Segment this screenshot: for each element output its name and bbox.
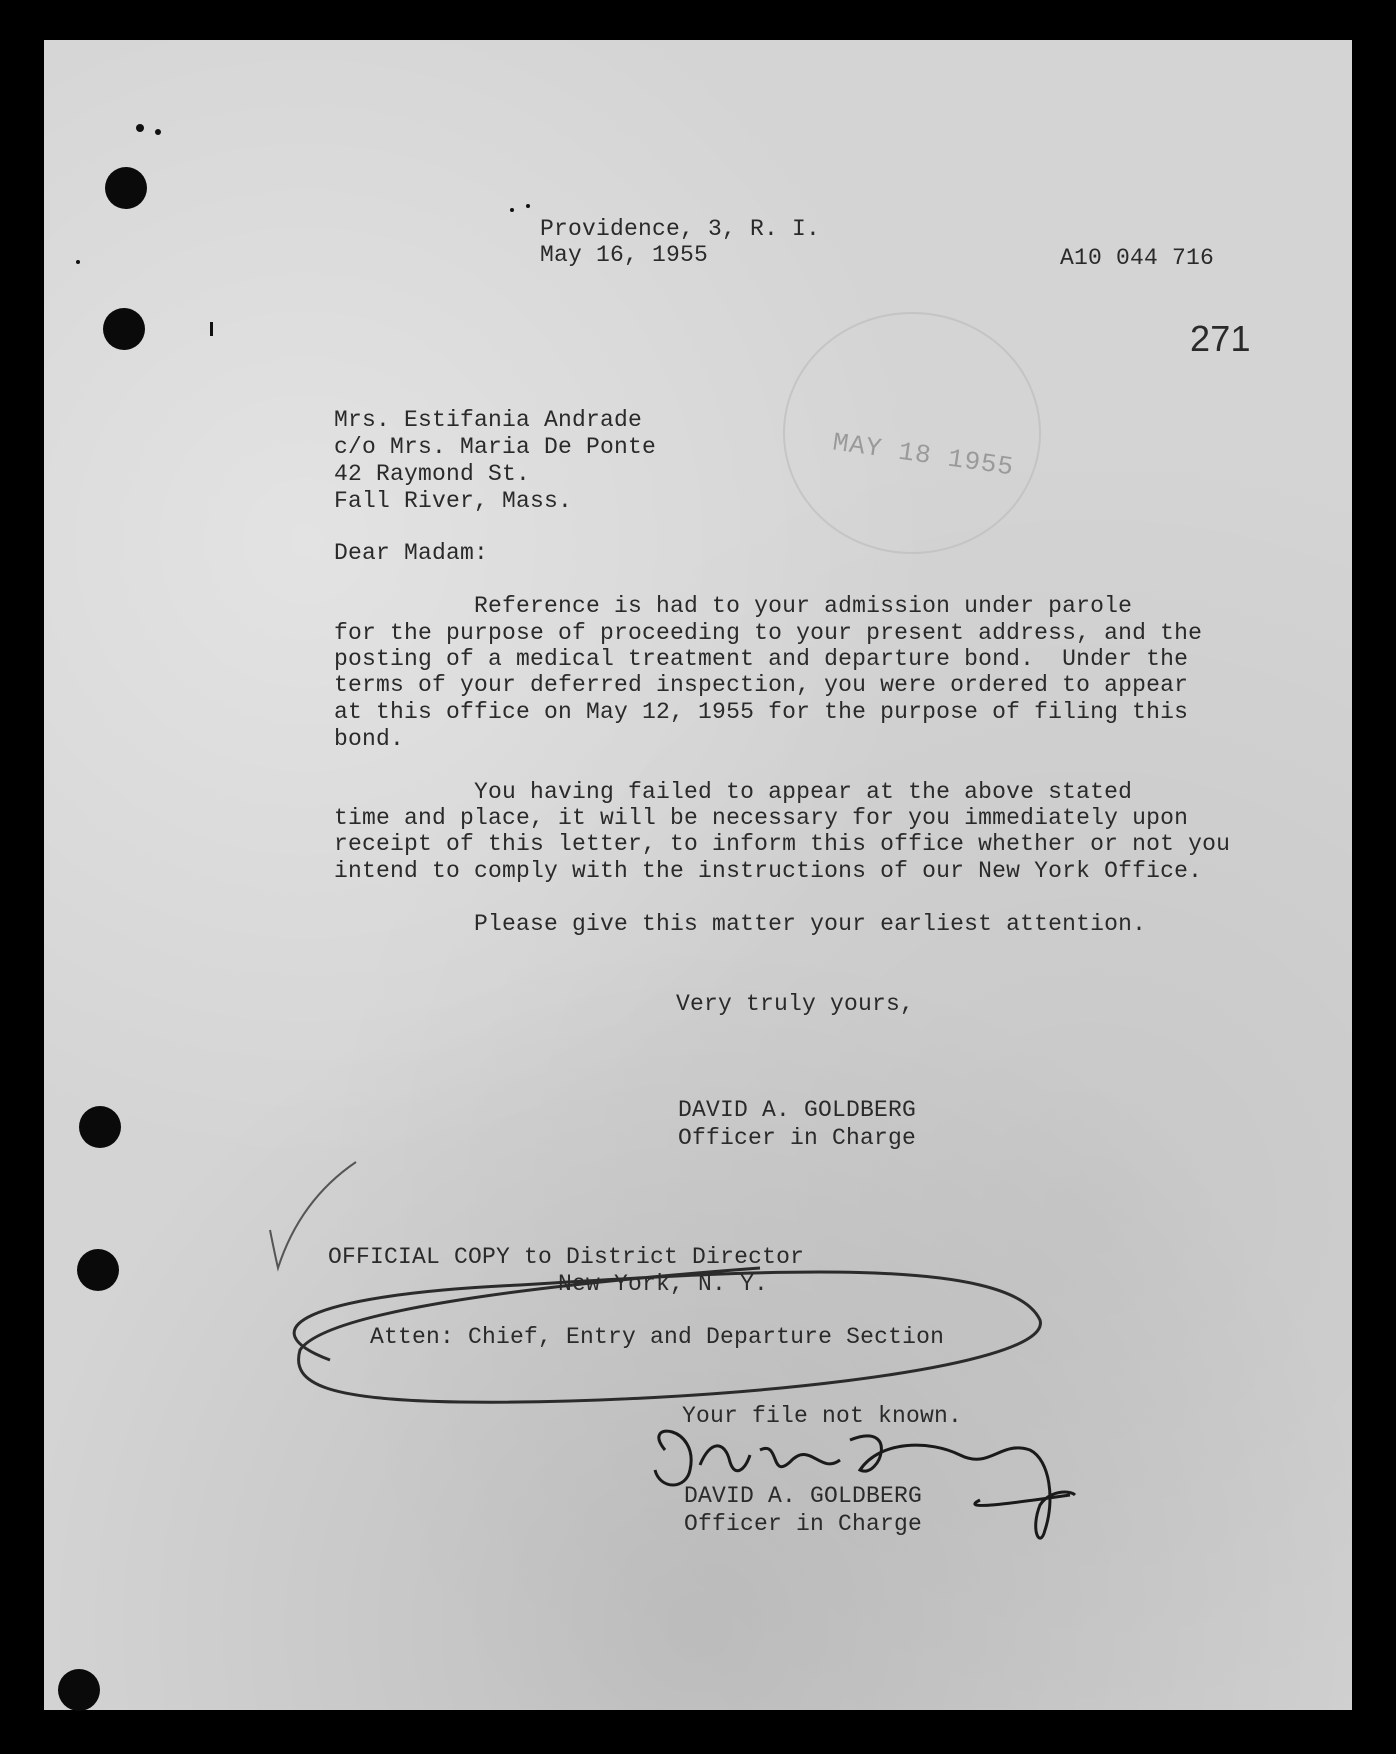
place-line: Providence, 3, R. I.	[540, 216, 821, 242]
body-line: bond.	[334, 726, 405, 752]
copy-file-note: Your file not known.	[682, 1403, 963, 1429]
copy-atten: Atten: Chief, Entry and Departure Section	[370, 1324, 945, 1350]
punch-hole	[79, 1106, 121, 1148]
page-number: 271	[1190, 318, 1251, 359]
addressee-line: Mrs. Estifania Andrade	[334, 407, 643, 433]
punch-hole	[58, 1669, 100, 1711]
body-line: receipt of this letter, to inform this office whether or not you	[334, 831, 1231, 857]
body-line: intend to comply with the instructions of our New York Office.	[334, 858, 1203, 884]
body-line: You having failed to appear at the above stated	[334, 779, 1133, 805]
body-line: at this office on May 12, 1955 for the purpose of filing this	[334, 699, 1189, 725]
copy-city: New York, N. Y.	[558, 1271, 769, 1297]
punch-hole	[103, 308, 145, 350]
addressee-line: c/o Mrs. Maria De Ponte	[334, 434, 657, 460]
copy-signer-title: Officer in Charge	[684, 1511, 923, 1537]
body-line: terms of your deferred inspection, you were ordered to appear	[334, 672, 1189, 698]
body-line: posting of a medical treatment and departure bond. Under the	[334, 646, 1189, 672]
addressee-line: 42 Raymond St.	[334, 461, 531, 487]
file-number: A10 044 716	[1060, 245, 1215, 271]
punch-hole	[105, 167, 147, 209]
copy-line: OFFICIAL COPY to District Director	[328, 1244, 805, 1270]
received-stamp-date: MAY 18 1955	[830, 427, 1016, 483]
signer-name: DAVID A. GOLDBERG	[678, 1097, 917, 1123]
copy-signer-name: DAVID A. GOLDBERG	[684, 1483, 923, 1509]
punch-hole	[77, 1249, 119, 1291]
salutation: Dear Madam:	[334, 540, 489, 566]
signer-title: Officer in Charge	[678, 1125, 917, 1151]
body-paragraph-3: Please give this matter your earliest attention.	[334, 911, 1147, 937]
closing: Very truly yours,	[676, 991, 915, 1017]
addressee-line: Fall River, Mass.	[334, 488, 573, 514]
body-line: time and place, it will be necessary for you immediately upon	[334, 805, 1189, 831]
body-line: for the purpose of proceeding to your present address, and the	[334, 620, 1203, 646]
date-line: May 16, 1955	[540, 242, 709, 268]
body-line: Reference is had to your admission under parole	[334, 593, 1133, 619]
